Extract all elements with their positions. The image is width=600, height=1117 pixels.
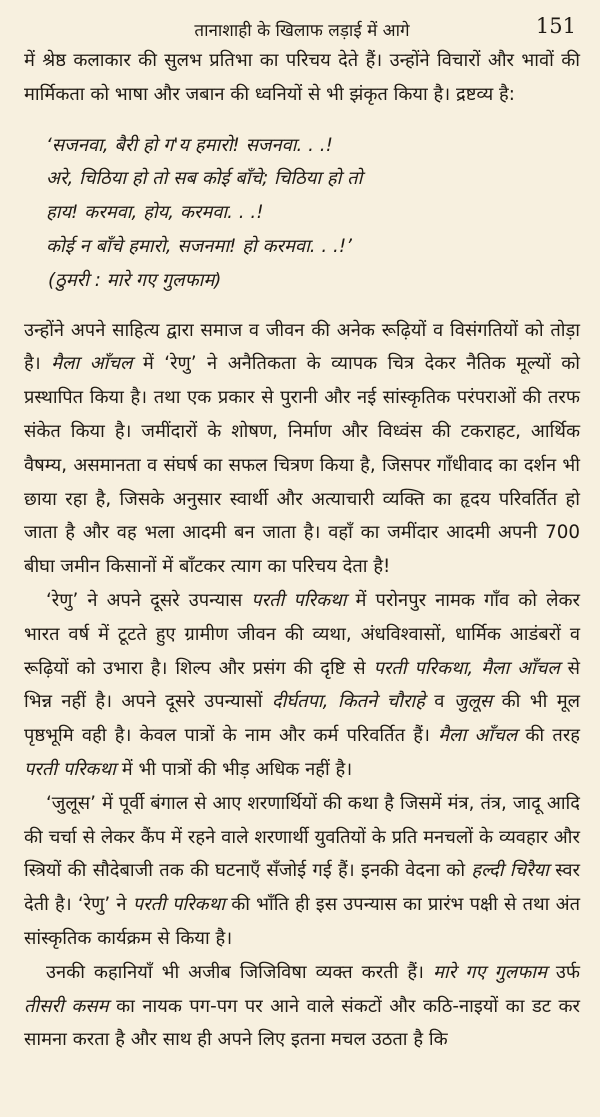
text-run: में परोनपुर नामक गाँव को लेकर भारत वर्ष में टूटते हुए ग्रामीण जीवन की व्यथा, अंधविश्वासों, धार्मिक आडंबरों व रूढ़ियों को उभारा है। शिल्प और प्रसंग की दृष्टि से [24, 589, 581, 679]
paragraph-parti-parikatha [24, 584, 580, 787]
book-title: तीसरी कसम [24, 995, 109, 1017]
text-run: में ‘रेणु’ ने अनैतिकता के व्यापक चित्र देकर नैतिक मूल्यों को प्रस्थापित किया है। तथा एक प्रकार से पुरानी और नई सांस्कृतिक परंपराओं की तरफ संकेत किया है। जमींदारों के शोषण, निर्माण और विध्वंस की टकराहट, आर्थिक वैषम्य, असमानता व संघर्ष का सफल चित्रण किया है, जिसपर गाँधीवाद का दर्शन भी छाया रहा है, जिसके अनुसार स्वार्थी और अत्याचारी व्यक्ति का हृदय परिवर्तित हो जाता है और वह भला आदमी बन जाता है। वहाँ का जमींदार आदमी अपनी 700 बीघा जमीन किसानों में बाँटकर त्याग का परिचय देता है! [24, 353, 580, 578]
poem-line: हाय! करमवा, होय, करमवा. . .! [46, 202, 264, 224]
text-run: स्वर देती है। ‘रेणु’ ने [24, 860, 581, 916]
poem-line: अरे, चिठिया हो तो सब कोई बाँचे; चिठिया हो तो [46, 168, 363, 190]
text-run: उनकी कहानियाँ भी अजीब जिजिविषा व्यक्त करती हैं। [46, 961, 424, 983]
book-title: हल्दी चिरैया [471, 860, 549, 882]
body-text [24, 44, 580, 1057]
book-title: परती परिकथा [251, 589, 347, 611]
book-title: परती परिकथा, मैला आँचल [373, 657, 560, 679]
book-title: दीर्घतपा, कितने चौराहे [271, 691, 425, 713]
book-title: मैला आँचल [438, 725, 518, 747]
book-title: मारे गए गुलफाम [432, 961, 547, 983]
text-run: की तरह [525, 725, 580, 747]
poem-line: ‘सजनवा, बैरी हो ग'य हमारो! सजनवा. . .! [46, 134, 333, 156]
page-header [24, 0, 580, 44]
page-number: 151 [535, 14, 576, 38]
poem-source: (ठुमरी : मारे गए गुलफाम) [48, 269, 222, 291]
book-title: परती परिकथा [132, 894, 226, 916]
text-run: की भी मूल पृष्ठभूमि वही है। केवल पात्रों के नाम और कर्म परिवर्तित हैं। [24, 691, 581, 747]
text-run: ‘रेणु’ ने अपने दूसरे उपन्यास [46, 589, 243, 611]
text-run: का नायक पग-पग पर आने वाले संकटों और कठि-नाइयों का डट कर सामना करता है और साथ ही अपने लिए इतना मचल उठता है कि [24, 995, 580, 1051]
intro-paragraph: में श्रेष्ठ कलाकार की सुलभ प्रतिभा का परिचय देते हैं। उन्होंने विचारों और भावों की मार्मिकता को भाषा और जबान की ध्वनियों से भी झंकृत किया है। द्रष्टव्य है: [24, 50, 580, 105]
paragraph-stories [24, 956, 580, 1057]
paragraph-maila-anchal [24, 314, 580, 584]
poem-quote [46, 129, 580, 298]
poem-line: कोई न बाँचे हमारो, सजनमा! हो करमवा. . .!’ [46, 235, 352, 257]
text-run: ‘जुलूस’ में पूर्वी बंगाल से आए शरणार्थियों की कथा है जिसमें मंत्र, तंत्र, जादू आदि की चर्चा से लेकर कैंप में रहने वाले शरणार्थी युवतियों के प्रति मनचलों के व्यवहार और स्त्रियों की सौदेबाजी तक की घटनाएँ सँजोई गई हैं। इनकी वेदना को [24, 792, 580, 882]
text-run: से भिन्न नहीं है। अपने दूसरे उपन्यासों [24, 657, 581, 713]
book-title: जुलूस [453, 691, 493, 713]
text-run: उर्फ [555, 961, 581, 983]
text-run: उन्होंने अपने साहित्य द्वारा समाज व जीवन की अनेक रूढ़ियों व विसंगतियों को तोड़ा है। [24, 319, 580, 375]
text-run: की भाँति ही इस उपन्यास का प्रारंभ पक्षी से तथा अंत सांस्कृतिक कार्यक्रम से किया है। [24, 894, 580, 949]
book-title: मैला आँचल [51, 353, 133, 375]
book-title: परती परिकथा [24, 758, 116, 780]
running-title: तानाशाही के खिलाफ लड़ाई में आगे [194, 21, 410, 41]
paragraph-julus [24, 787, 580, 956]
text-run: व [434, 691, 445, 713]
text-run: में भी पात्रों की भीड़ अधिक नहीं है। [121, 758, 353, 780]
